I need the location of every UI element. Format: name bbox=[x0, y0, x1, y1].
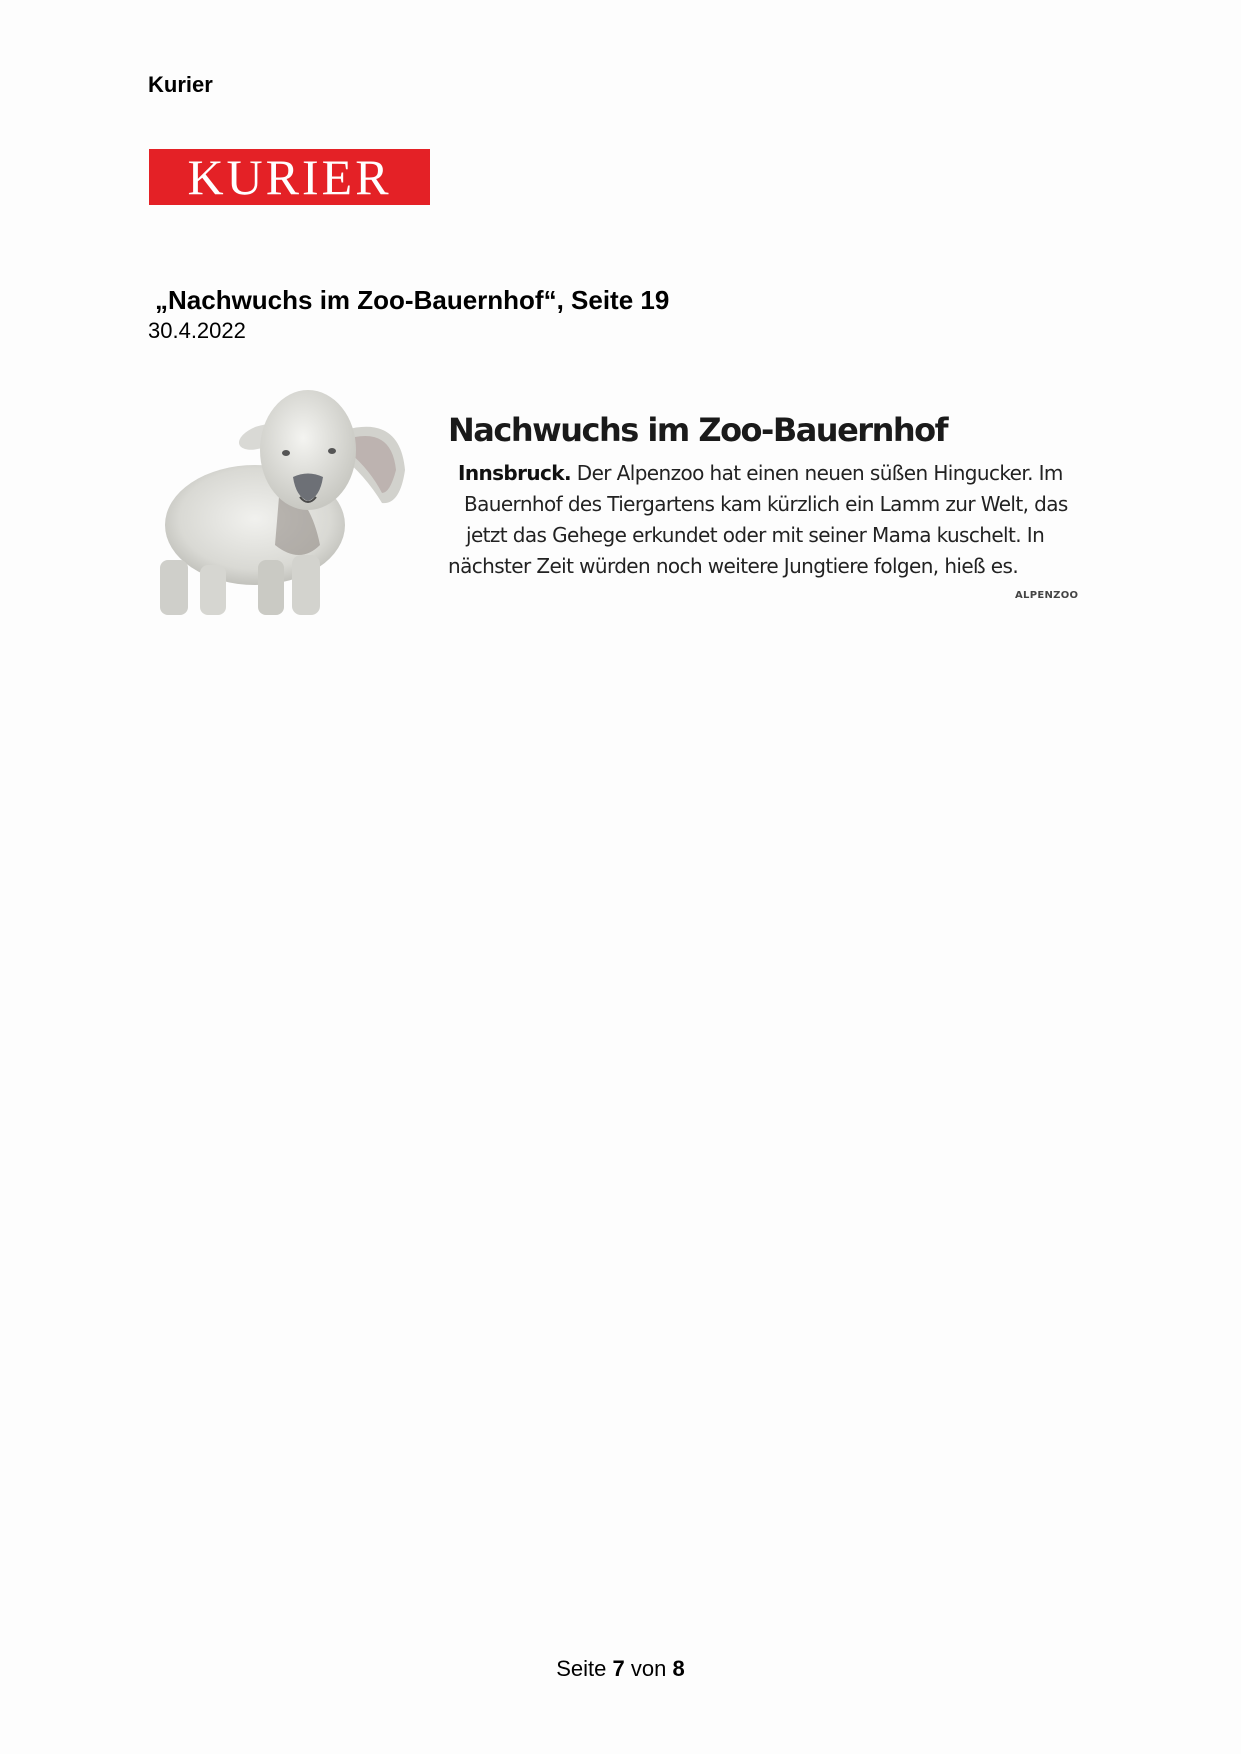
kurier-logo: KURIER bbox=[149, 149, 430, 205]
article-date: 30.4.2022 bbox=[148, 318, 246, 343]
page-footer bbox=[0, 1656, 1241, 1682]
article-reference-headline: „Nachwuchs im Zoo-Bauernhof“, Seite 19 bbox=[155, 285, 670, 315]
lamb-photo bbox=[160, 375, 430, 615]
clipping-line: Bauernhof des Tiergartens kam kürzlich ein Lamm zur Welt, das bbox=[464, 492, 1068, 516]
clipping-title: Nachwuchs im Zoo-Bauernhof bbox=[448, 411, 948, 449]
clipping-line: Innsbruck. Der Alpenzoo hat einen neuen süßen Hingucker. Im bbox=[458, 461, 1063, 485]
photo-credit: ALPENZOO bbox=[1015, 590, 1079, 601]
current-page-number: 7 bbox=[612, 1656, 625, 1681]
footer-prefix: Seite bbox=[556, 1656, 607, 1681]
clipping-line: nächster Zeit würden noch weitere Jungtiere folgen, hieß es. bbox=[448, 554, 1019, 578]
clipping-line: jetzt das Gehege erkundet oder mit seiner Mama kuschelt. In bbox=[466, 523, 1045, 547]
clipping-dateline: Innsbruck. bbox=[458, 461, 571, 485]
footer-middle: von bbox=[630, 1656, 667, 1681]
source-name: Kurier bbox=[148, 72, 213, 97]
newspaper-clipping bbox=[160, 375, 1080, 615]
total-page-count: 8 bbox=[672, 1656, 685, 1681]
clipping-body bbox=[448, 458, 1088, 582]
